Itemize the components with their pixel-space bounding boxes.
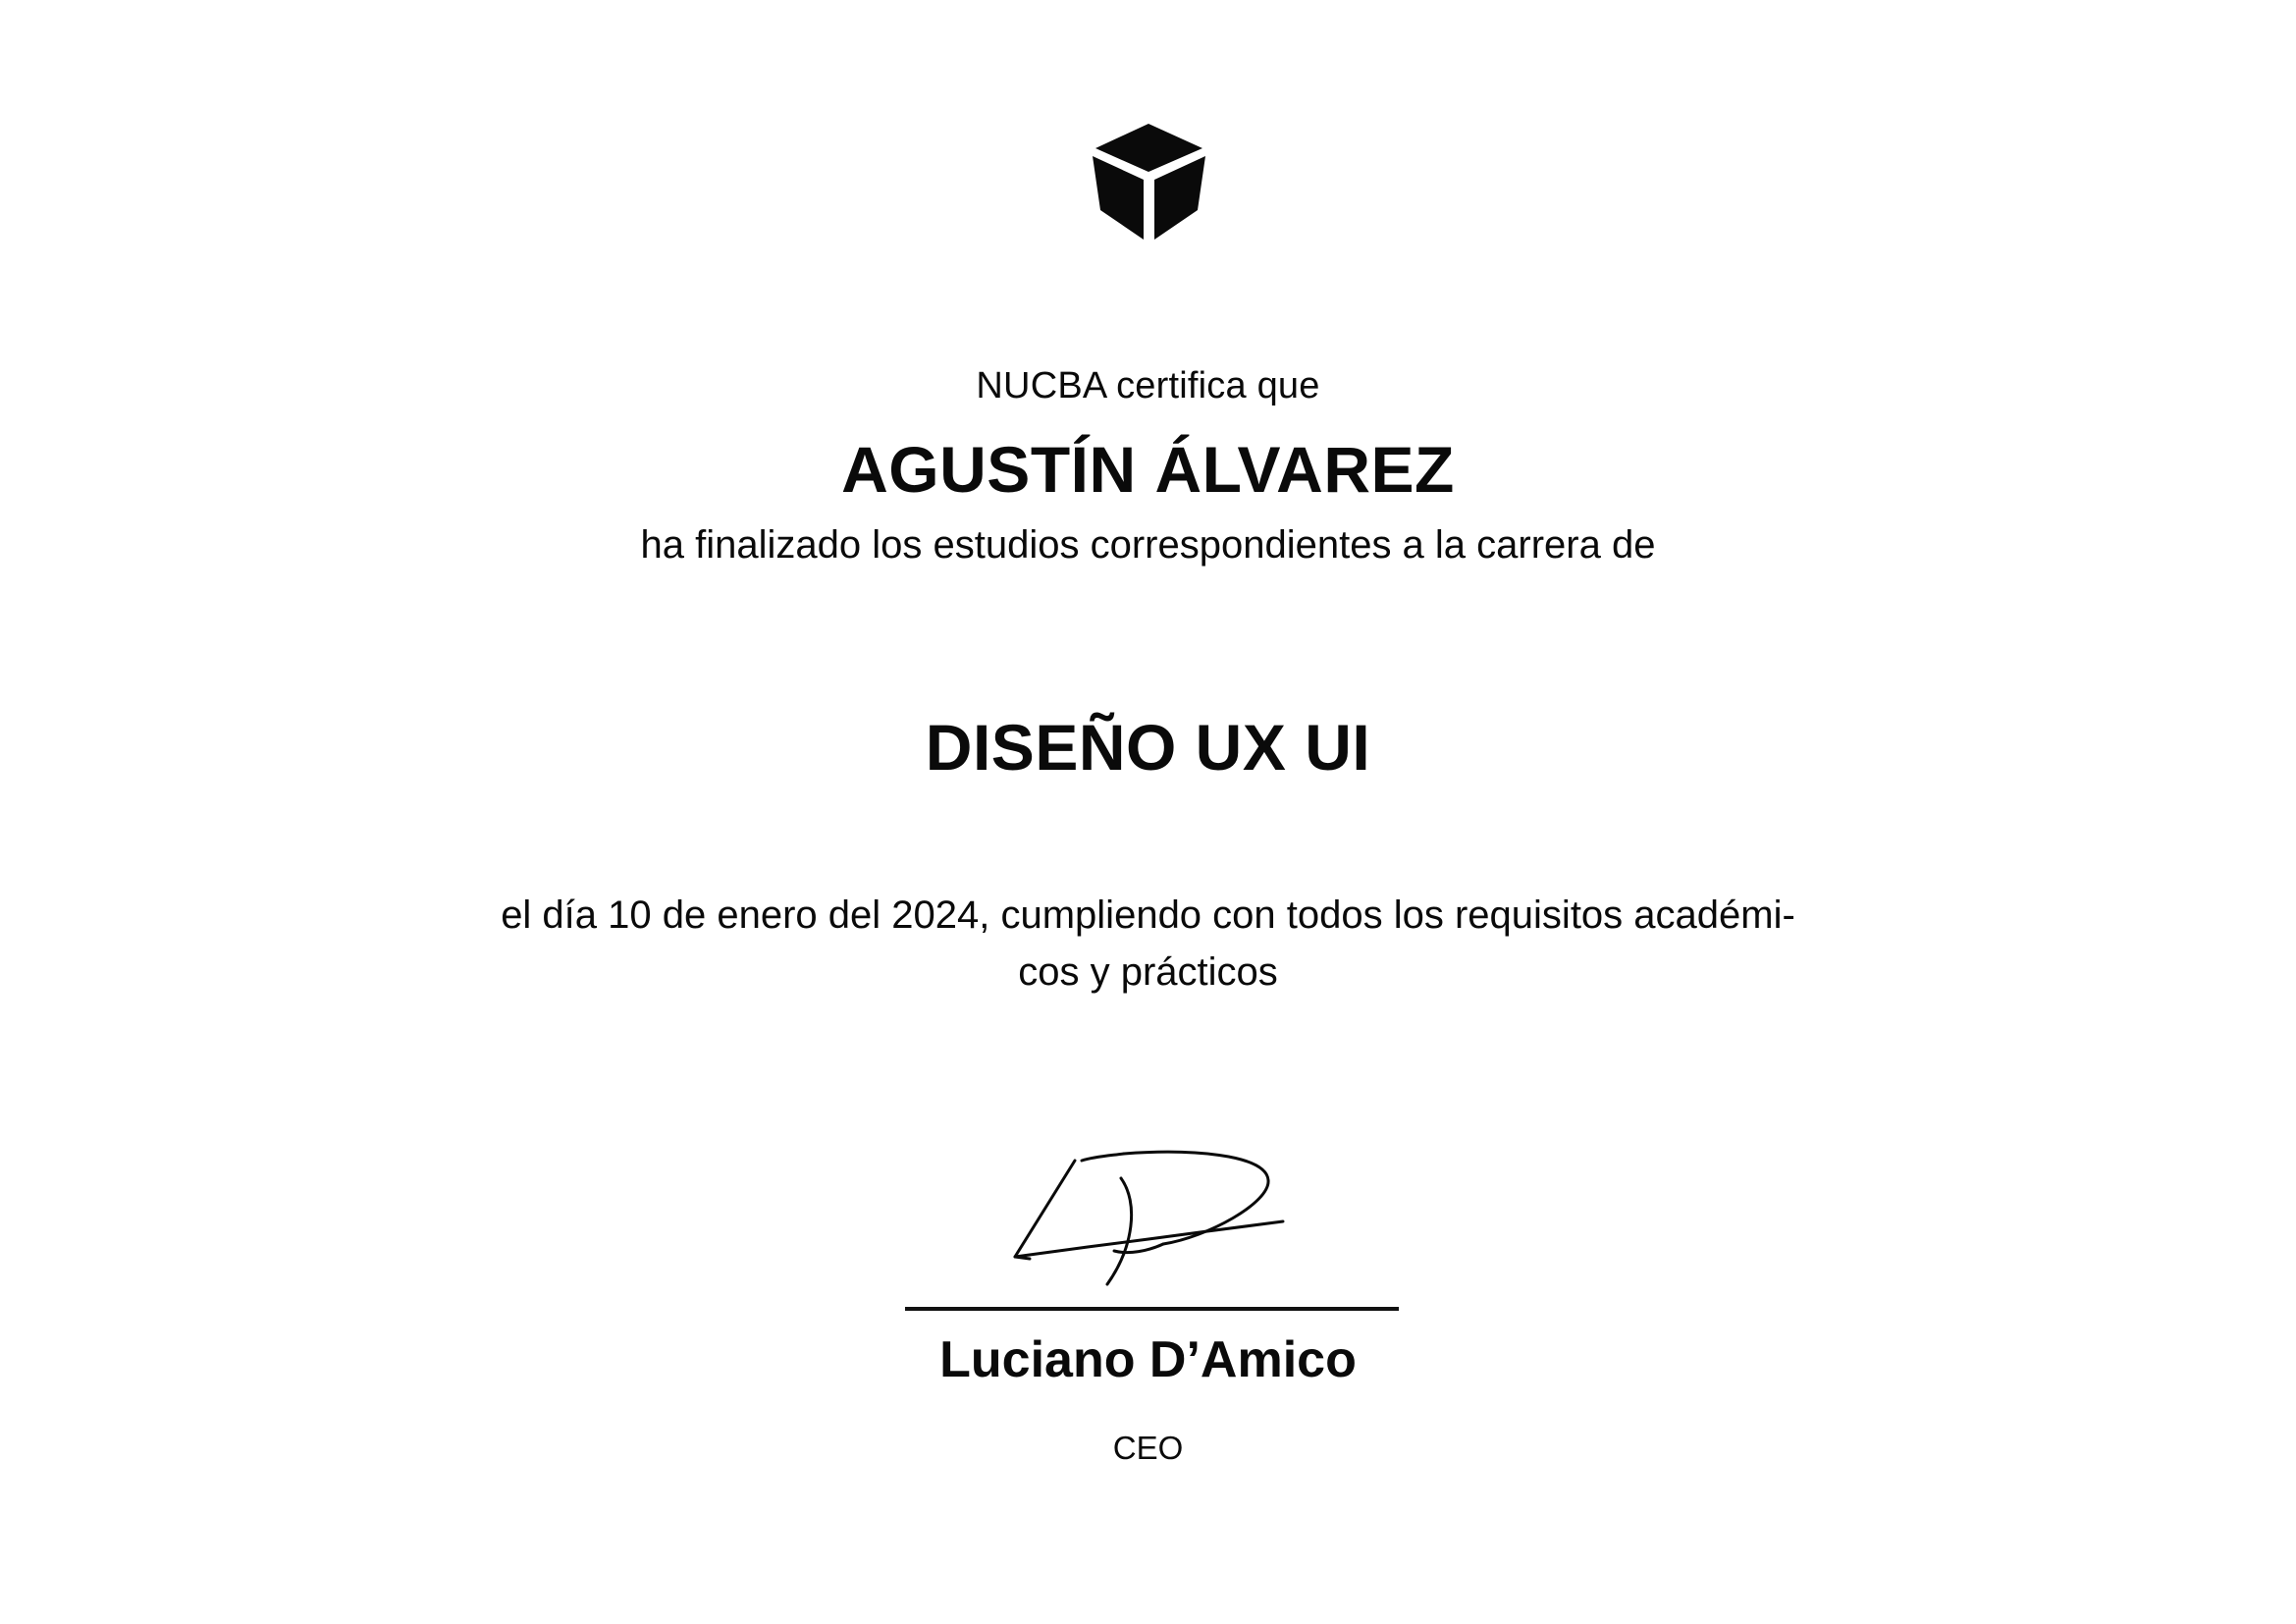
handwritten-signature: [1001, 1149, 1315, 1296]
certification-intro: NUCBA certifica que: [976, 365, 1320, 406]
completion-line-2: cos y prácticos: [1018, 950, 1278, 994]
signatory-name: Luciano D’Amico: [939, 1331, 1357, 1388]
career-title: DISEÑO UX UI: [925, 711, 1371, 784]
signature-line: [905, 1307, 1399, 1311]
cube-logo-icon: [1093, 124, 1205, 240]
signatory-title: CEO: [1112, 1430, 1184, 1466]
completion-statement: ha finalizado los estudios correspondientes a la carrera de: [640, 523, 1656, 567]
completion-details: [422, 887, 1874, 1001]
recipient-name: AGUSTÍN ÁLVAREZ: [841, 433, 1455, 506]
completion-line-1: el día 10 de enero del 2024, cumpliendo con todos los requisitos académi-: [501, 893, 1795, 937]
